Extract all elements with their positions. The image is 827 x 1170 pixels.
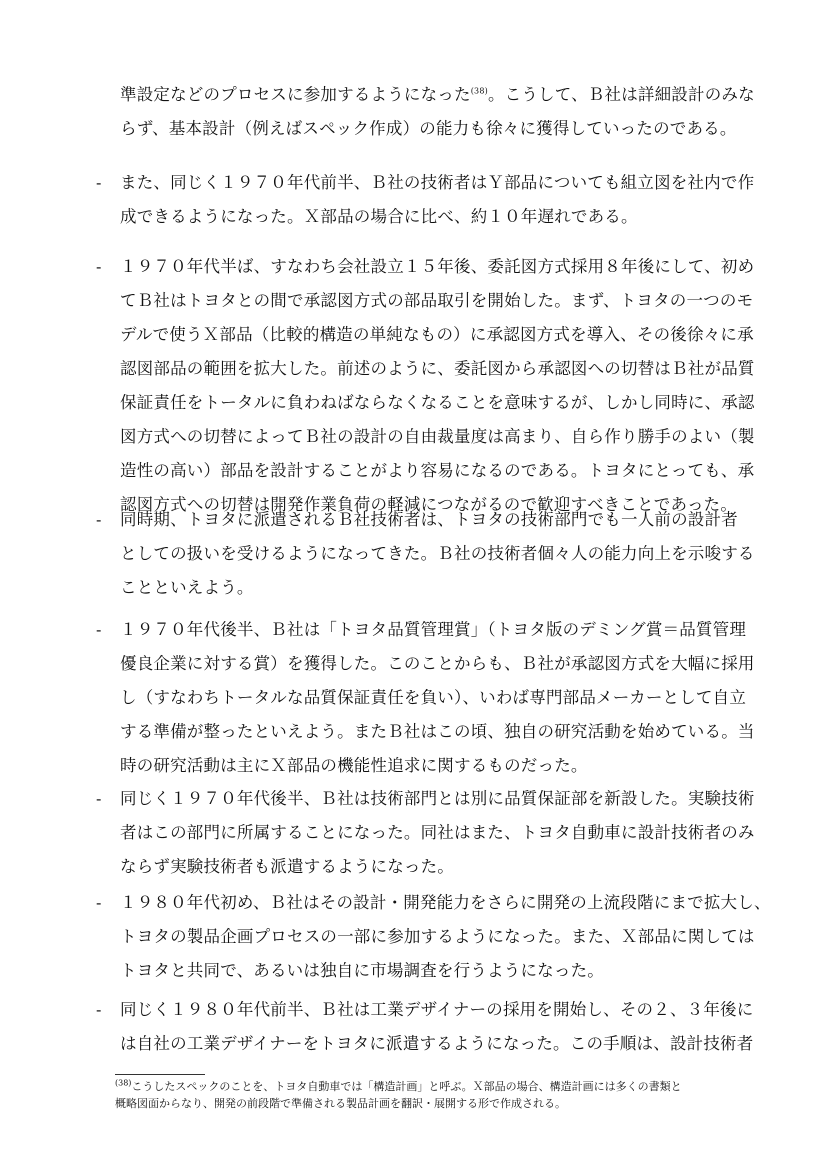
paragraph-0 bbox=[120, 78, 770, 146]
paragraph-line: 優良企業に対する賞）を獲得した。このことからも、Ｂ社が承認図方式を大幅に採用 bbox=[120, 654, 755, 673]
bullet-dash: - bbox=[96, 789, 102, 808]
paragraph-line: トヨタと共同で、あるいは独自に市場調査を行うようになった。 bbox=[120, 961, 604, 980]
paragraph-line: １９８０年代初め、Ｂ社はその設計・開発能力をさらに開発の上流段階にまで拡大し、 bbox=[120, 893, 771, 912]
bullet-dash: - bbox=[96, 620, 102, 639]
paragraph-4 bbox=[120, 613, 770, 783]
paragraph-line: １９７０年代半ば、すなわち会社設立１５年後、委託図方式採用８年後にして、初め bbox=[120, 257, 755, 276]
paragraph-line: 成できるようになった。Ｘ部品の場合に比べ、約１０年遅れである。 bbox=[120, 207, 638, 226]
paragraph-3 bbox=[120, 503, 770, 605]
paragraph-line: てＢ社はトヨタとの間で承認図方式の部品取引を開始した。まず、トヨタの一つのモ bbox=[120, 291, 754, 310]
paragraph-line: 認図部品の範囲を拡大した。前述のように、委託図から承認図への切替はＢ社が品質 bbox=[120, 359, 755, 378]
paragraph-line: 者はこの部門に所属することになった。同社はまた、トヨタ自動車に設計技術者のみ bbox=[120, 823, 755, 842]
paragraph-line: は自社の工業デザイナーをトヨタに派遣するようになった。この手順は、設計技術者 bbox=[120, 1034, 754, 1053]
paragraph-line: 同時期、トヨタに派遣されるＢ社技術者は、トヨタの技術部門でも一人前の設計者 bbox=[120, 510, 738, 529]
paragraph-line: 造性の高い）部品を設計することがより容易になるのである。トヨタにとっても、承 bbox=[120, 461, 755, 480]
paragraph-line: 図方式への切替によってＢ社の設計の自由裁量度は高まり、自ら作り勝手のよい（製 bbox=[120, 427, 755, 446]
paragraph-line: ことといえよう。 bbox=[120, 578, 254, 597]
paragraph-5 bbox=[120, 782, 770, 884]
bullet-dash: - bbox=[96, 257, 102, 276]
footnote-divider bbox=[115, 1074, 205, 1075]
paragraph-2 bbox=[120, 250, 770, 522]
bullet-dash: - bbox=[96, 1000, 102, 1019]
paragraph-line: 同じく１９７０年代後半、Ｂ社は技術部門とは別に品質保証部を新設した。実験技術 bbox=[120, 789, 755, 808]
paragraph-line: 準設定などのプロセスに参加するようになった$^{(38)}$。こうして、Ｂ社は詳細設計のみな bbox=[120, 85, 755, 104]
paragraph-line: 認図方式への切替は開発作業負荷の軽減につながるので歓迎すべきことであった。 bbox=[120, 495, 738, 514]
paragraph-line: また、同じく１９７０年代前半、Ｂ社の技術者はＹ部品についても組立図を社内で作 bbox=[120, 173, 755, 192]
paragraph-line: としての扱いを受けるようになってきた。Ｂ社の技術者個々人の能力向上を示唆する bbox=[120, 544, 755, 563]
paragraph-1 bbox=[120, 166, 770, 234]
bullet-dash: - bbox=[96, 893, 102, 912]
bullet-dash: - bbox=[96, 173, 102, 192]
footnote-ref: (38) bbox=[470, 86, 488, 96]
footnote-line: $^{(38)}$こうしたスペックのことを、トヨタ自動車では「構造計画」と呼ぶ。Ｘ部品の場合、構造計画には多くの書類と bbox=[115, 1078, 682, 1093]
paragraph-line: １９７０年代後半、Ｂ社は「トヨタ品質管理賞」（トヨタ版のデミング賞＝品質管理 bbox=[120, 620, 747, 639]
paragraph-line: ならず実験技術者も派遣するようになった。 bbox=[120, 857, 454, 876]
footnote-mark: (38) bbox=[115, 1078, 132, 1088]
paragraph-line: し（すなわちトータルな品質保証責任を負い）、いわば専門部品メーカーとして自立 bbox=[120, 688, 747, 707]
paragraph-line: 保証責任をトータルに負わねばならなくなることを意味するが、しかし同時に、承認 bbox=[120, 393, 755, 412]
paragraph-line: 同じく１９８０年代前半、Ｂ社は工業デザイナーの採用を開始し、その２、３年後に bbox=[120, 1000, 754, 1019]
paragraph-line: する準備が整ったといえよう。またＢ社はこの頃、独自の研究活動を始めている。当 bbox=[120, 722, 755, 741]
paragraph-6 bbox=[120, 886, 770, 988]
footnote bbox=[115, 1078, 795, 1112]
footnote-line: 概略図面からなり、開発の前段階で準備される製品計画を翻訳・展開する形で作成される。 bbox=[115, 1097, 566, 1110]
paragraph-line: 時の研究活動は主にＸ部品の機能性追求に関するものだった。 bbox=[120, 756, 588, 775]
paragraph-line: トヨタの製品企画プロセスの一部に参加するようになった。また、Ｘ部品に関しては bbox=[120, 927, 755, 946]
paragraph-7 bbox=[120, 993, 770, 1061]
paragraph-line: らず、基本設計（例えばスペック作成）の能力も徐々に獲得していったのである。 bbox=[120, 119, 737, 138]
bullet-dash: - bbox=[96, 510, 102, 529]
paragraph-line: デルで使うＸ部品（比較的構造の単純なもの）に承認図方式を導入、その後徐々に承 bbox=[120, 325, 754, 344]
